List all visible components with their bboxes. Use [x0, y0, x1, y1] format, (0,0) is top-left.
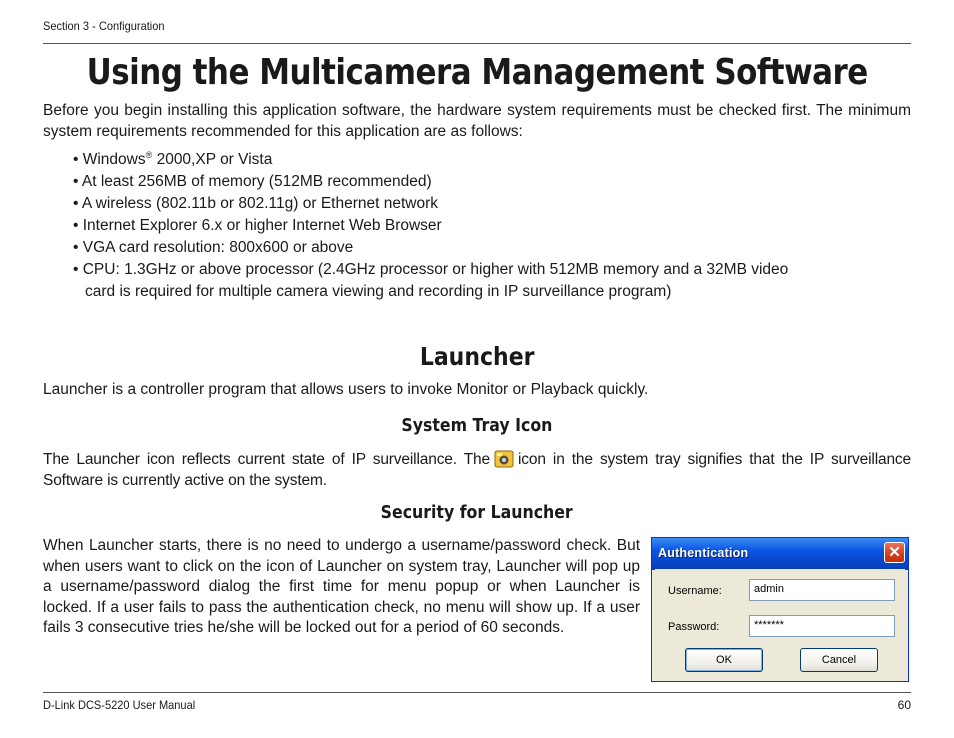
requirement-network: • A wireless (802.11b or 802.11g) or Ethernet network — [73, 195, 438, 212]
security-heading: Security for Launcher — [380, 503, 574, 523]
username-input[interactable]: admin — [749, 579, 895, 601]
requirement-cpu: • CPU: 1.3GHz or above processor (2.4GHz processor or higher with 512MB memory and a 32MB video card is required for multiple camera viewing and recording in IP surveillance program) — [73, 261, 789, 300]
requirement-os: • Windows® 2000,XP or Vista — [73, 150, 273, 168]
authentication-dialog — [651, 537, 909, 682]
password-label: Password: — [668, 621, 720, 633]
header-rule — [43, 43, 911, 44]
dialog-title-bar — [652, 538, 908, 570]
launcher-description: Launcher is a controller program that allows users to invoke Monitor or Playback quickly. — [43, 381, 649, 398]
intro-paragraph: Before you begin installing this application software, the hardware system requirements must be checked first. The minimum system requirements recommended for this application are as follows: — [43, 102, 911, 140]
footer-manual-title: D-Link DCS-5220 User Manual — [43, 698, 196, 712]
password-input[interactable]: ******* — [749, 615, 895, 637]
launcher-tray-icon — [494, 450, 514, 468]
page-number: 60 — [897, 698, 911, 712]
close-icon[interactable]: ✕ — [884, 542, 905, 563]
requirement-browser: • Internet Explorer 6.x or higher Internet Web Browser — [73, 217, 442, 234]
dialog-title: Authentication — [658, 546, 749, 560]
security-paragraph: When Launcher starts, there is no need to undergo a username/password check. But when users want to click on the icon of Launcher on system tray, Launcher will pop up a username/password dialog the first time for menu popup or when Launcher is locked. If a user fails to pass the authentication check, no menu will show up. If a user fails 3 consecutive tries he/she will be locked out for a period of 60 seconds. — [43, 537, 640, 636]
section-header: Section 3 - Configuration — [43, 19, 165, 33]
cancel-button[interactable]: Cancel — [800, 648, 878, 672]
ok-button[interactable]: OK — [685, 648, 763, 672]
system-tray-paragraph: The Launcher icon reflects current state of IP surveillance. The icon in the system tray signifies that the IP surveillance Software is currently active on the system. — [43, 451, 911, 489]
username-label: Username: — [668, 585, 722, 597]
launcher-heading: Launcher — [419, 342, 535, 371]
requirements-list — [73, 149, 788, 303]
requirement-memory: • At least 256MB of memory (512MB recommended) — [73, 173, 432, 190]
system-tray-heading: System Tray Icon — [401, 416, 553, 436]
requirement-vga: • VGA card resolution: 800x600 or above — [73, 239, 354, 256]
page-title: Using the Multicamera Management Software — [86, 52, 868, 93]
footer-rule — [43, 692, 911, 693]
dialog-body — [655, 569, 905, 678]
